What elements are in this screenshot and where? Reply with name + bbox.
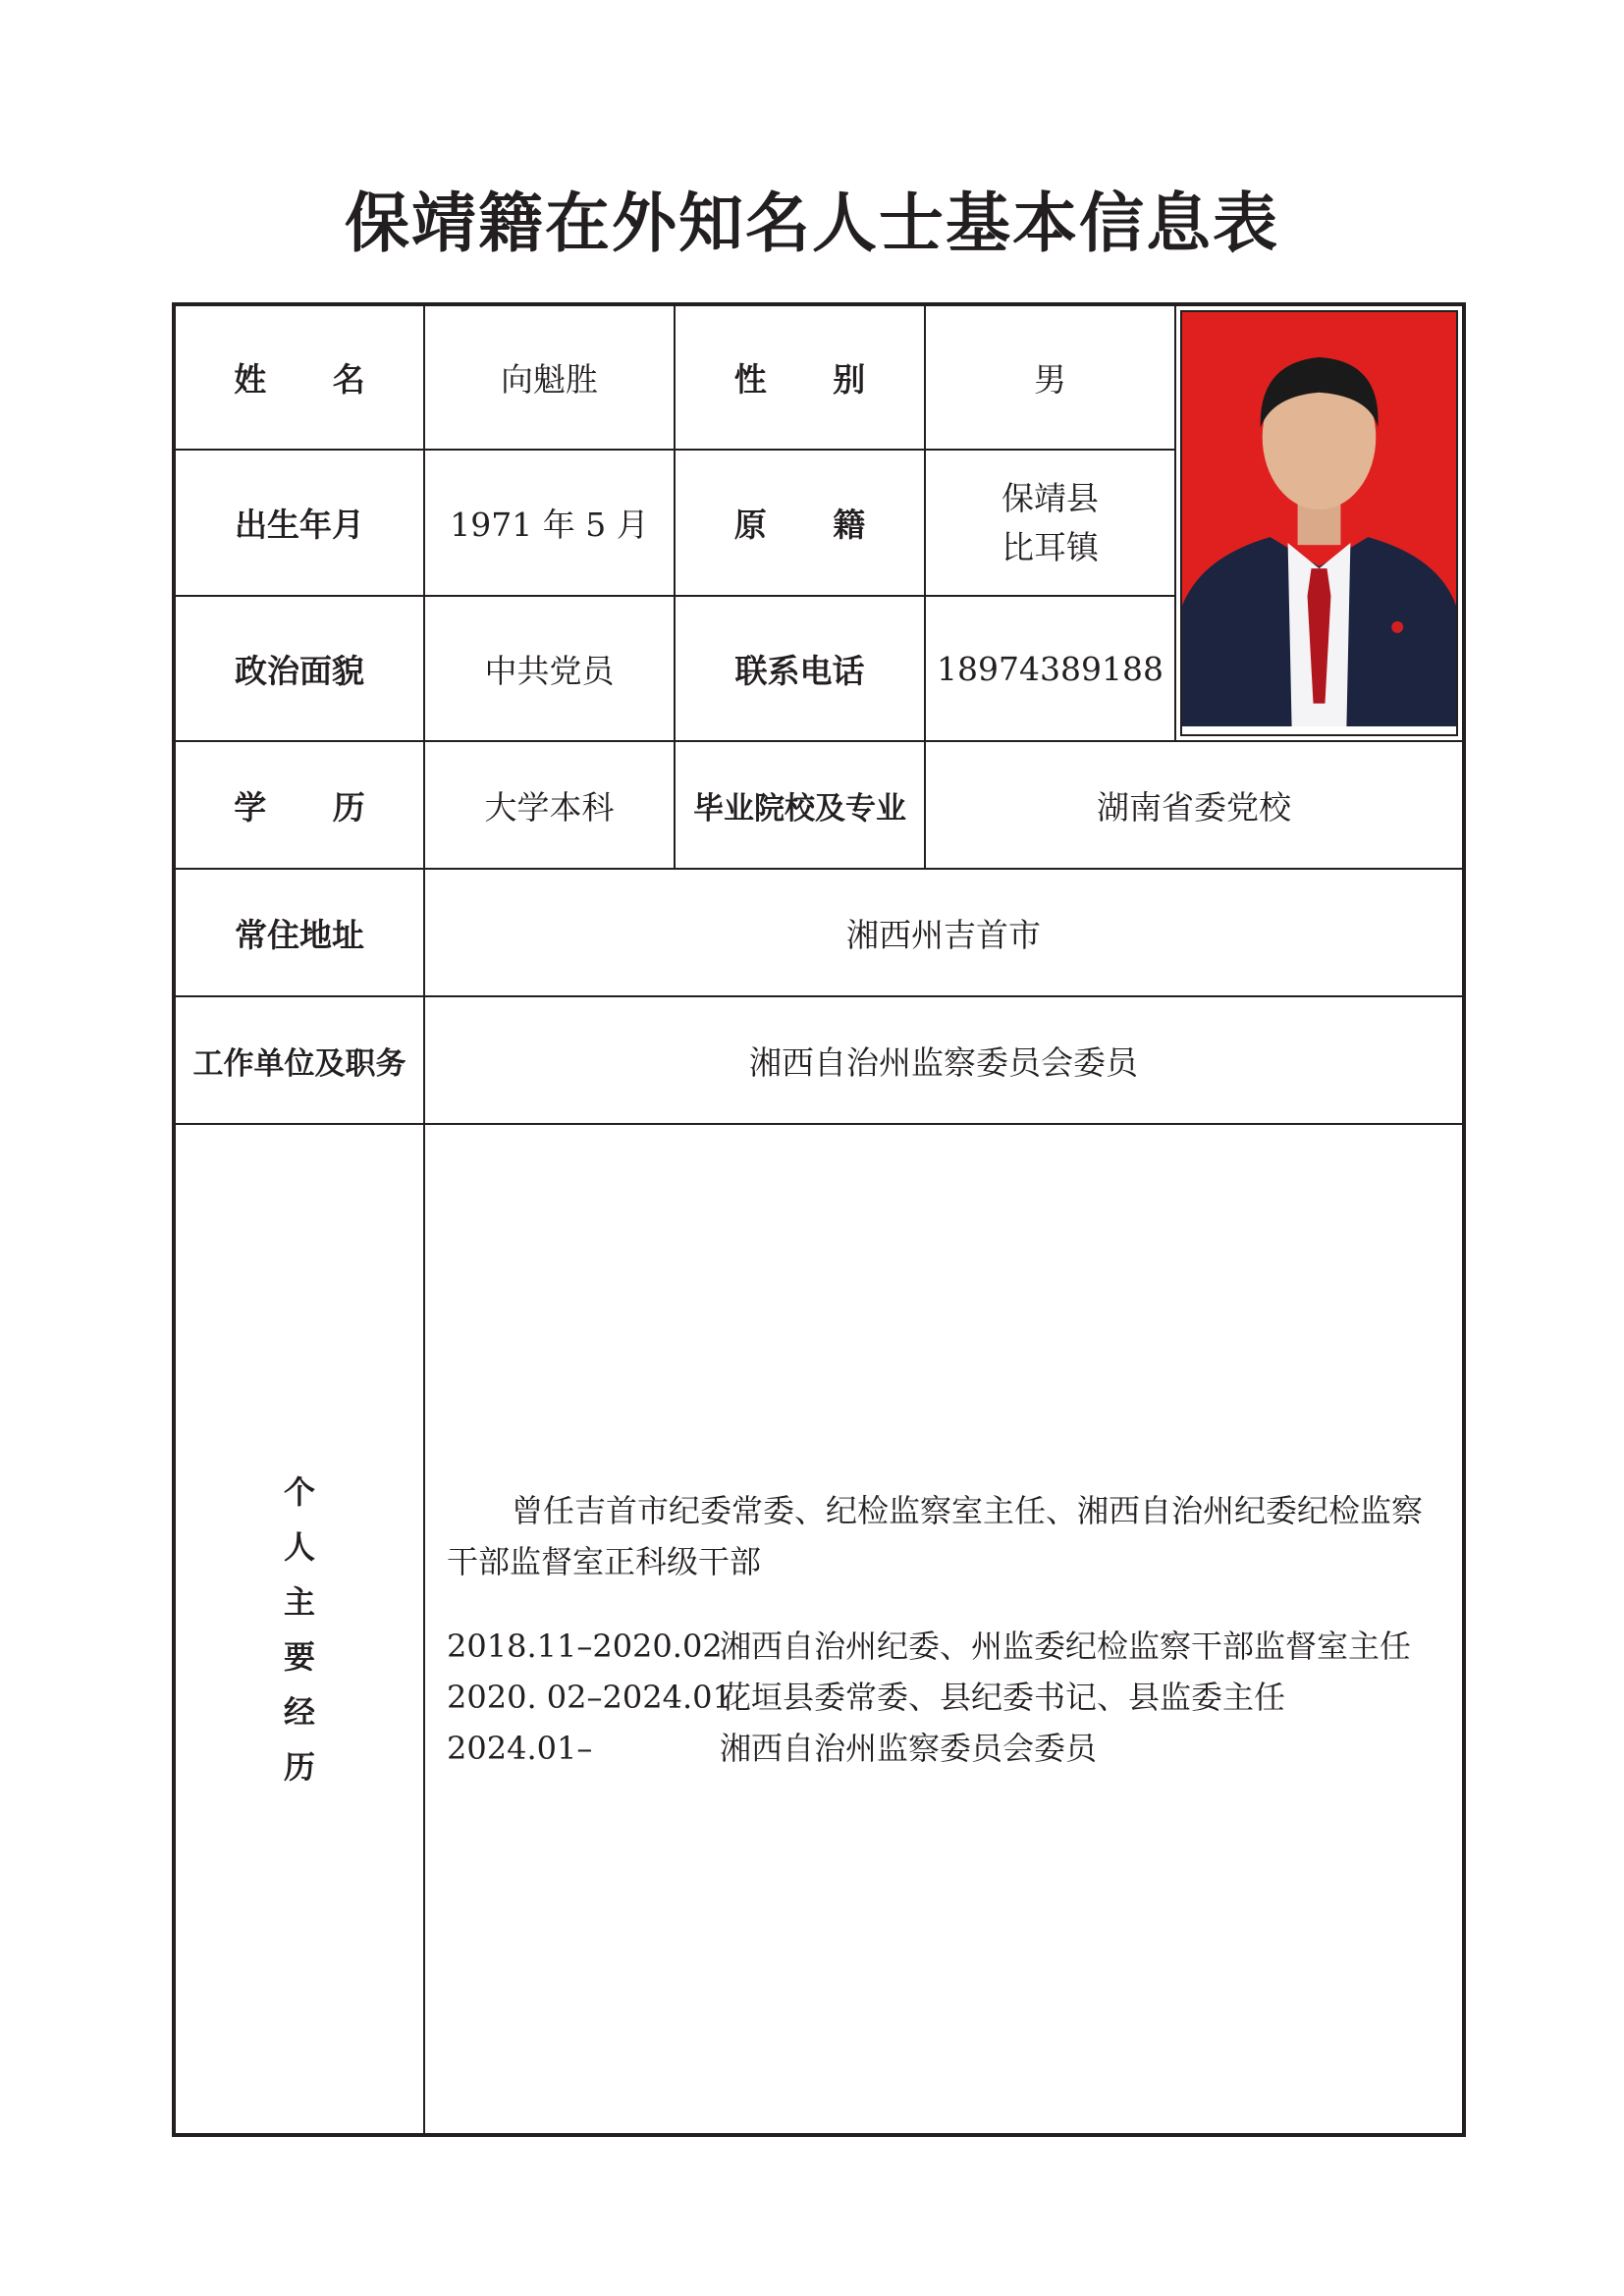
- address-label: 常住地址: [174, 869, 424, 996]
- history-period: 2024.01–: [447, 1729, 593, 1767]
- portrait-photo: [1180, 310, 1458, 736]
- education-label: 学 历: [174, 741, 424, 869]
- origin-value: 保靖县 比耳镇: [925, 450, 1175, 595]
- photo-cell: [1175, 304, 1464, 741]
- name-value: 向魁胜: [424, 304, 675, 450]
- gender-value: 男: [925, 304, 1175, 450]
- history-content: [424, 1124, 1464, 2135]
- phone-label: 联系电话: [675, 596, 925, 742]
- origin-label: 原 籍: [675, 450, 925, 595]
- political-label: 政治面貌: [174, 596, 424, 742]
- history-description: 湘西自治州纪委、州监委纪检监察干部监督室主任: [720, 1627, 1412, 1665]
- history-description: 花垣县委常委、县纪委书记、县监委主任: [720, 1678, 1286, 1716]
- portrait-image: [1182, 312, 1456, 726]
- history-entry: [447, 1723, 1440, 1774]
- education-value: 大学本科: [424, 741, 675, 869]
- history-entry: [447, 1621, 1440, 1672]
- address-value: 湘西州吉首市: [424, 869, 1464, 996]
- school-value: 湖南省委党校: [925, 741, 1464, 869]
- history-label: [174, 1124, 424, 2135]
- info-table: [172, 302, 1466, 2137]
- history-summary: 曾任吉首市纪委常委、纪检监察室主任、湘西自治州纪委纪检监察干部监督室正科级干部: [447, 1491, 1424, 1580]
- name-label: 姓 名: [174, 304, 424, 450]
- gender-label: 性 别: [675, 304, 925, 450]
- birth-label: 出生年月: [174, 450, 424, 595]
- history-period: 2020. 02–2024.01: [447, 1678, 732, 1716]
- history-entry: [447, 1672, 1440, 1723]
- work-label: 工作单位及职务: [174, 996, 424, 1124]
- history-vertical-label: 个 人 主 要 经 历: [283, 1472, 315, 1786]
- history-period: 2018.11–2020.02: [447, 1627, 723, 1665]
- phone-value: 18974389188: [925, 596, 1175, 742]
- political-value: 中共党员: [424, 596, 675, 742]
- work-value: 湘西自治州监察委员会委员: [424, 996, 1464, 1124]
- history-description: 湘西自治州监察委员会委员: [720, 1729, 1098, 1767]
- school-label: 毕业院校及专业: [675, 741, 925, 869]
- page-title: 保靖籍在外知名人士基本信息表: [345, 186, 1279, 261]
- birth-value: 1971 年 5 月: [424, 450, 675, 595]
